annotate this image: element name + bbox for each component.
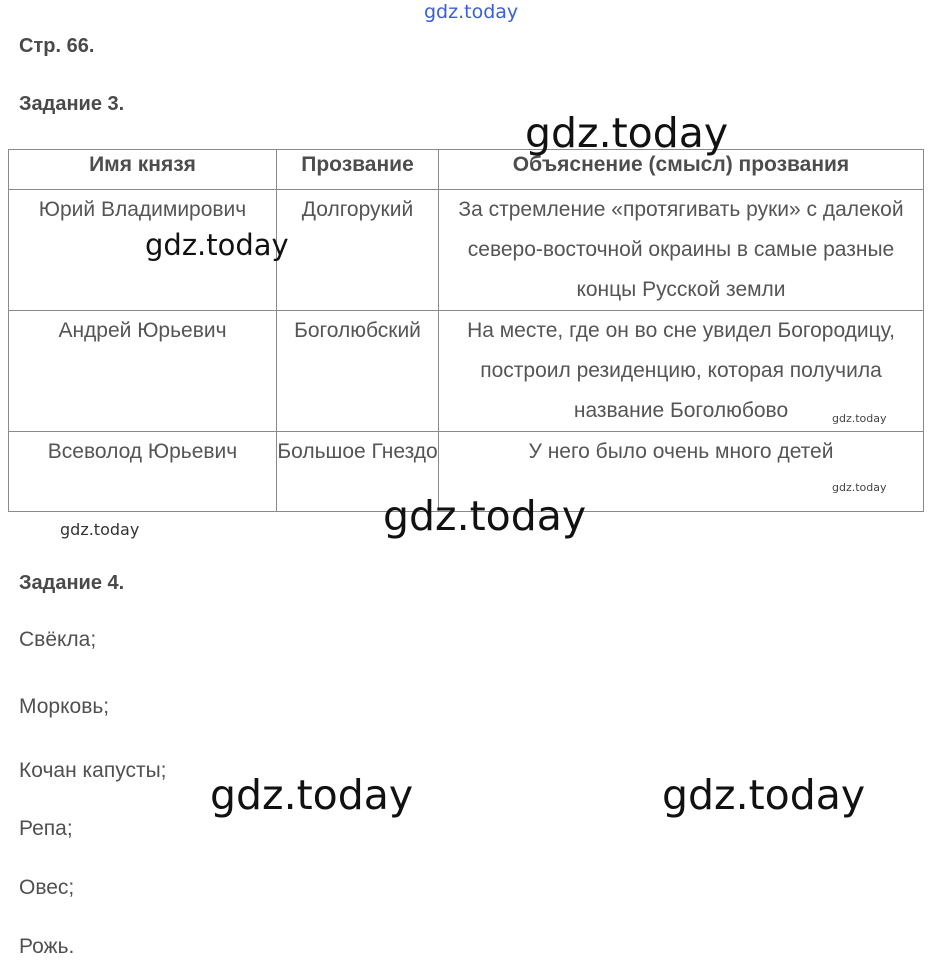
prince-explanation: На месте, где он во сне увидел Богородицу, построил резиденцию, которая получила название Боголюбово [439, 311, 924, 432]
table-row [9, 311, 924, 432]
task4-title: Задание 4. [19, 572, 125, 594]
watermark-logo: gdz.today [145, 228, 289, 262]
page-reference: Стр. 66. [19, 35, 95, 57]
prince-name: Андрей Юрьевич [9, 311, 277, 432]
list-item: Рожь. [19, 935, 75, 958]
task3-title: Задание 3. [19, 93, 125, 115]
prince-name: Юрий Владимирович [9, 190, 277, 311]
watermark-logo: gdz.today [525, 109, 729, 157]
column-header-nickname: Прозвание [277, 150, 439, 190]
prince-nickname: Долгорукий [277, 190, 439, 311]
list-item: Морковь; [19, 695, 110, 718]
princes-table [8, 149, 924, 512]
list-item: Свёкла; [19, 628, 97, 651]
list-item: Репа; [19, 817, 73, 840]
list-item: Кочан капусты; [19, 759, 167, 782]
watermark-logo: gdz.today [832, 481, 887, 494]
list-item: Овес; [19, 876, 75, 899]
watermark-logo: gdz.today [424, 1, 519, 23]
column-header-name: Имя князя [9, 150, 277, 190]
prince-explanation: За стремление «протягивать руки» с далекой северо-восточной окраины в самые разные концы Русской земли [439, 190, 924, 311]
column-header-explanation: Объяснение (смысл) прозвания [439, 150, 924, 190]
prince-nickname: Большое Гнездо [277, 432, 439, 512]
prince-nickname: Боголюбский [277, 311, 439, 432]
table-header-row [9, 150, 924, 190]
watermark-logo: gdz.today [832, 412, 887, 425]
watermark-logo: gdz.today [210, 771, 414, 819]
prince-explanation: У него было очень много детей [439, 432, 924, 512]
watermark-logo: gdz.today [383, 492, 587, 540]
watermark-logo: gdz.today [60, 520, 140, 539]
watermark-logo: gdz.today [662, 771, 866, 819]
prince-name: Всеволод Юрьевич [9, 432, 277, 512]
